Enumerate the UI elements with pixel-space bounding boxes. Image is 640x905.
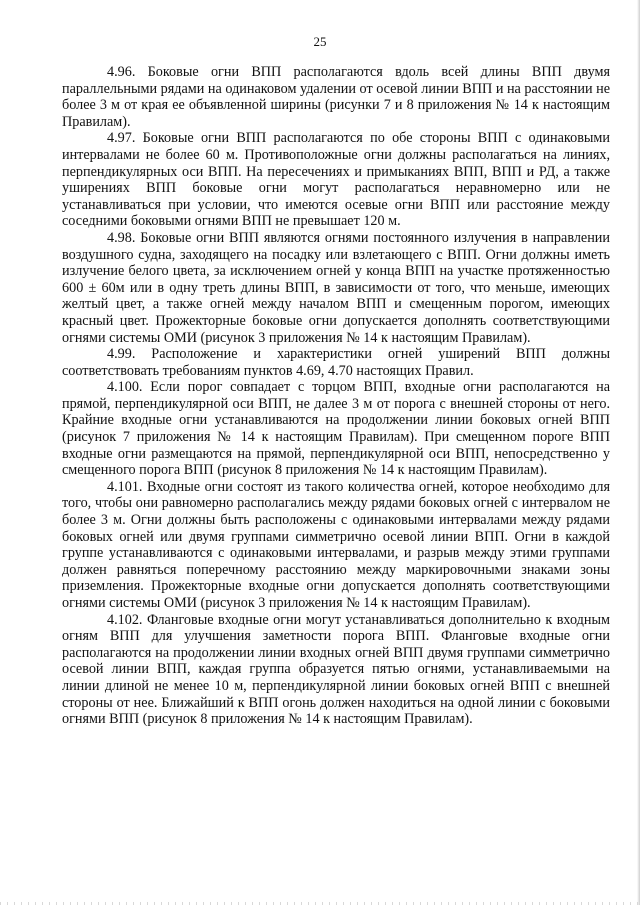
paragraph-4-97: 4.97. Боковые огни ВПП располагаются по обе стороны ВПП с одинаковыми интервалами не более 60 м. Противоположные огни должны располагаться на линиях, перпендикулярных оси ВПП. На пересечениях и примыканиях ВПП, ВПП и РД, а также уширениях ВПП боковые огни могут располагаться неравномерно или не устанавливаться при условии, что имеются осевые огни ВПП или расстояние между соседними боковыми огнями ВПП не превышает 120 м.: [62, 130, 610, 230]
paragraph-4-100: 4.100. Если порог совпадает с торцом ВПП, входные огни располагаются на прямой, перпендикулярной оси ВПП, не далее 3 м от порога с внешней стороны от него. Крайние входные огни устанавливаются на продолжении линии боковых огней ВПП (рисунок 7 приложения № 14 к настоящим Правилам). При смещенном пороге ВПП входные огни размещаются на прямой, перпендикулярной оси ВПП, непосредственно у смещенного порога ВПП (рисунок 8 приложения № 14 к настоящим Правилам).: [62, 379, 610, 479]
document-body: [62, 64, 610, 728]
paragraph-4-99: 4.99. Расположение и характеристики огней уширений ВПП должны соответствовать требованиям пунктов 4.69, 4.70 настоящих Правил.: [62, 346, 610, 379]
paragraph-4-101: 4.101. Входные огни состоят из такого количества огней, которое необходимо для того, чтобы они равномерно располагались между рядами боковых огней с интервалом не более 3 м. Огни должны быть расположены с одинаковыми интервалами между рядами боковых огней или двумя группами симметрично осевой линии ВПП. Огни в каждой группе устанавливаются с одинаковыми интервалами, и разрыв между этими группами должен равняться поперечному расстоянию между маркировочными знаками зоны приземления. Прожекторные входные огни допускается дополнять соответствующими огнями системы ОМИ (рисунок 3 приложения № 14 к настоящим Правилам).: [62, 478, 610, 611]
paragraph-4-102: 4.102. Фланговые входные огни могут устанавливаться дополнительно к входным огням ВПП для улучшения заметности порога ВПП. Фланговые входные огни располагаются на продолжении линии входных огней ВПП двумя группами симметрично осевой линии ВПП, каждая группа образуется пятью огнями, устанавливаемыми на линии длиной не менее 10 м, перпендикулярной линии боковых огней ВПП с внешней стороны от нее. Ближайший к ВПП огонь должен находиться на одной линии с боковыми огнями ВПП (рисунок 8 приложения № 14 к настоящим Правилам).: [62, 611, 610, 728]
paragraph-4-96: 4.96. Боковые огни ВПП располагаются вдоль всей длины ВПП двумя параллельными рядами на одинаковом удалении от осевой линии ВПП и на расстоянии не более 3 м от края ее объявленной ширины (рисунки 7 и 8 приложения № 14 к настоящим Правилам).: [62, 64, 610, 130]
page-number: 25: [313, 34, 327, 49]
paragraph-4-98: 4.98. Боковые огни ВПП являются огнями постоянного излучения в направлении воздушного судна, заходящего на посадку или взлетающего с ВПП. Огни должны иметь излучение белого цвета, за исключением огней у конца ВПП на участке протяженностью 600 ± 60м или в одну треть длины ВПП, в зависимости от того, что меньше, имеющих желтый цвет, а также огней между началом ВПП и смещенным порогом, имеющих красный цвет. Прожекторные боковые огни допускается дополнять соответствующими огнями системы ОМИ (рисунок 3 приложения № 14 к настоящим Правилам).: [62, 229, 610, 346]
